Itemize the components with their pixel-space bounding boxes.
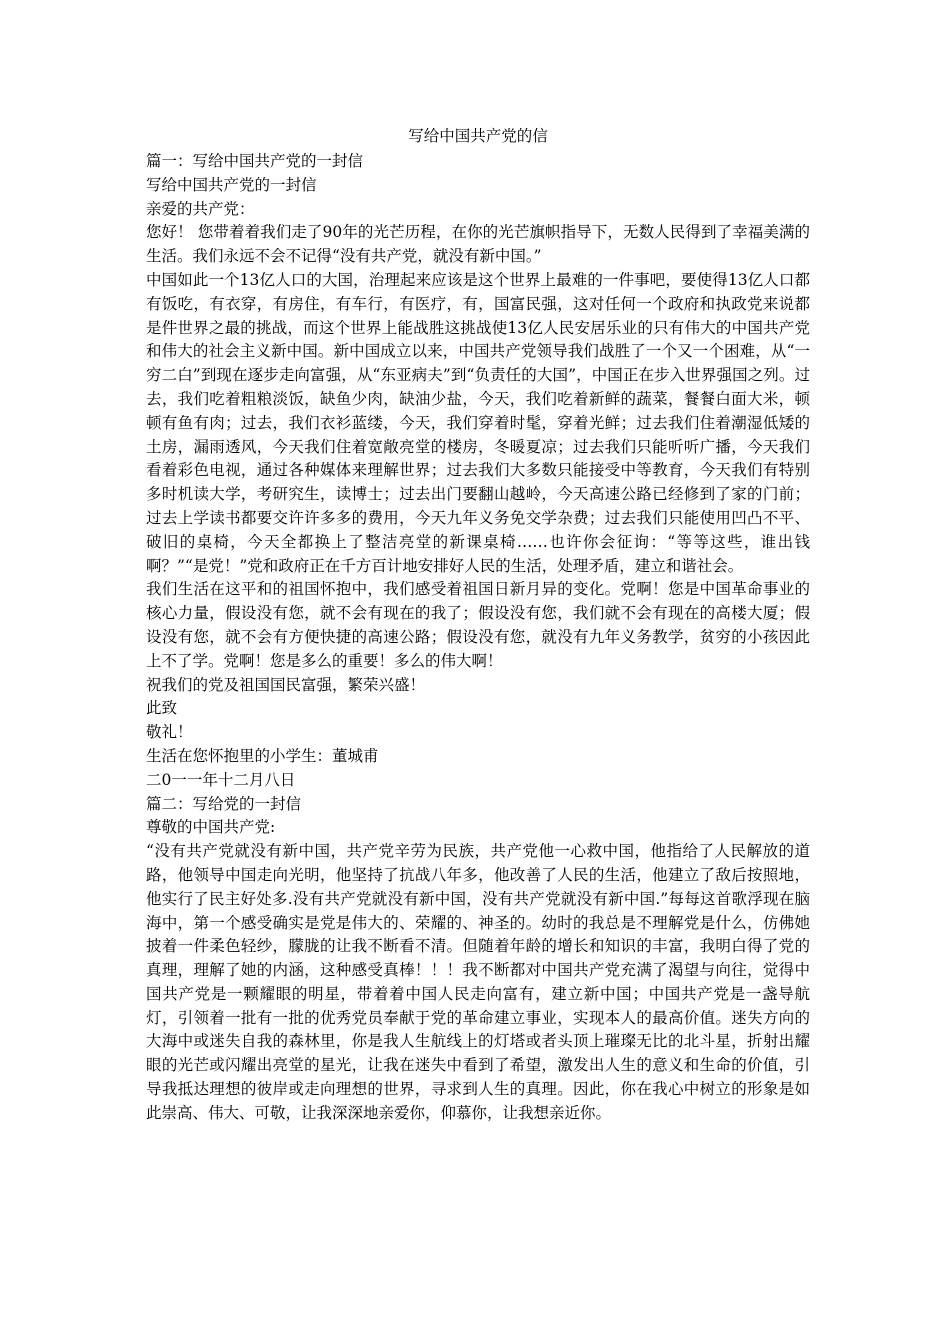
salutation: 亲爱的共产党： xyxy=(146,199,255,218)
body-paragraph: “没有共产党就没有新中国，共产党辛劳为民族，共产党他一心救中国，他指给了人民解放的道路，他领导中国走向光明，他坚持了抗战八年多，他改善了人民的生活，他建立了敌后按照地，他实行了民主好处多.没有共产党就没有新中国，没有共产党就没有新中国.”每每这首歌浮现在脑海中，第一个感受确实是党是伟大的、荣耀的、神圣的。幼时的我总是不理解党是什么，仿佛她披着一件柔色轻纱，朦胧的让我不断看不清。但随着年龄的增长和知识的丰富，我明白得了党的真理，理解了她的内涵，这种感受真棒！！！我不断都对中国共产党充满了渴望与向往，觉得中国共产党是一颗耀眼的明星，带着着中国人民走向富有，建立新中国；中国共产党是一盏导航灯，引领着一批有一批的优秀党员奉献于党的革命建立事业，实现本人的最高价值。迷失方向的大海中或迷失自我的森林里，你是我人生航线上的灯塔或者头顶上璀璨无比的北斗星，折射出耀眼的光芒或闪耀出亮堂的星光，让我在迷失中看到了希望，激发出人生的意义和生命的价值，引导我抵达理想的彼岸或走向理想的世界，寻求到人生的真理。因此，你在我心中树立的形象是如此崇高、伟大、可敬，让我深深地亲爱你，仰慕你，让我想亲近你。 xyxy=(146,842,810,1122)
salutation: 尊敬的中国共产党: xyxy=(146,818,276,837)
closing-jingli: 敬礼！ xyxy=(146,723,193,742)
signature: 生活在您怀抱里的小学生：董城甫 xyxy=(146,746,379,765)
body-paragraph: 中国如此一个13亿人口的大国，治理起来应该是这个世界上最难的一件事吧，要使得13亿人口都有饭吃，有衣穿，有房住，有车行，有医疗，有，国富民强，这对任何一个政府和执政党来说都是件世界之最的挑战，而这个世界上能战胜这挑战使13亿人民安居乐业的只有伟大的中国共产党和伟大的社会主义新中国。新中国成立以来，中国共产党领导我们战胜了一个又一个困难，从“一穷二白”到现在逐步走向富强，从“东亚病夫”到“负责任的大国”，中国正在步入世界强国之列。过去，我们吃着粗粮淡饭，缺鱼少肉，缺油少盐，今天，我们吃着新鲜的蔬菜，餐餐白面大米，顿顿有鱼有肉；过去，我们衣衫蓝缕，今天，我们穿着时髦，穿着光鲜；过去我们住着潮湿低矮的土房，漏雨透风，今天我们住着宽敞亮堂的楼房，冬暖夏凉；过去我们只能听听广播，今天我们看着彩色电视，通过各种媒体来理解世界；过去我们大多数只能接受中等教育，今天我们有特别多时机读大学，考研究生，读博士；过去出门要翻山越岭，今天高速公路已经修到了家的门前；过去上学读书都要交许许多多的费用，今天九年义务免交学杂费；过去我们只能使用凹凸不平、破旧的桌椅，今天全都换上了整洁亮堂的新课桌椅……也许你会征询：“等等这些，谁出钱啊？”“是党！”党和政府正在千方百计地安排好人民的生活，处理矛盾，建立和谐社会。 xyxy=(146,270,810,575)
body-paragraph: 您好！ 您带着着我们走了90年的光芒历程，在你的光芒旗帜指导下，无数人民得到了幸福美满的生活。我们永远不会不记得“没有共产党，就没有新中国。” xyxy=(146,223,810,266)
closing-cizhi: 此致 xyxy=(146,699,178,718)
section-heading-2: 篇二：写给党的一封信 xyxy=(146,794,302,813)
document-title: 写给中国共产党的信 xyxy=(408,127,548,145)
section-heading-1: 篇一：写给中国共产党的一封信 xyxy=(146,152,364,170)
closing-wish: 祝我们的党及祖国国民富强，繁荣兴盛！ xyxy=(146,675,426,694)
date: 二0一一年十二月八日 xyxy=(146,770,296,789)
document-page xyxy=(146,126,810,1126)
body-paragraph: 我们生活在这平和的祖国怀抱中，我们感受着祖国日新月异的变化。党啊！您是中国革命事业的核心力量，假设没有您，就不会有现在的我了；假设没有您，我们就不会有现在的高楼大厦；假设没有您，就不会有方便快捷的高速公路；假设没有您，就没有九年义务教学，贫穷的小孩因此上不了学。党啊！您是多么的重要！多么的伟大啊！ xyxy=(146,580,810,670)
letter-title: 写给中国共产党的一封信 xyxy=(146,175,317,194)
